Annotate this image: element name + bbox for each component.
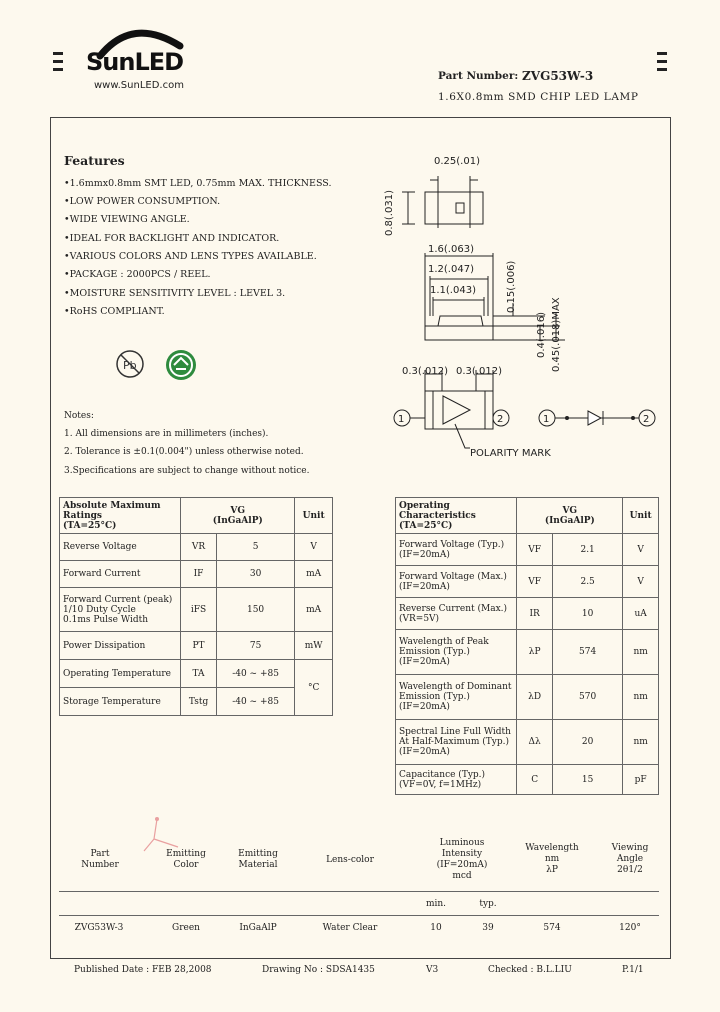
param-cell: (VF=0V, f=1MHz) — [399, 779, 482, 790]
feature-item: •WIDE VIEWING ANGLE. — [64, 214, 190, 225]
dim-label: 0.25(.01) — [434, 156, 480, 167]
unit-cell: pF — [623, 765, 659, 795]
param-cell: (IF=20mA) — [399, 581, 450, 592]
sel-part-value: ZVG53W-3 — [74, 923, 124, 933]
feature-item: •LOW POWER CONSUMPTION. — [64, 196, 221, 207]
unit-cell: mA — [295, 588, 333, 632]
brand-url: www.SunLED.com — [94, 80, 184, 91]
table-row — [60, 561, 333, 588]
value-cell: 10 — [552, 598, 622, 630]
value-cell: 75 — [216, 632, 294, 660]
param-cell: (IF=20mA) — [399, 702, 450, 712]
value-cell: 2.1 — [552, 534, 622, 566]
absolute-max-ratings-table — [59, 497, 333, 716]
polarity-mark-label: POLARITY MARK — [470, 448, 551, 459]
dim-label: 0.3(.012) — [456, 366, 502, 377]
sel-typ-value: 39 — [482, 923, 494, 933]
pin-label: 2 — [643, 414, 650, 425]
sel-header-luminous: Luminous Intensity (IF=20mA) mcd — [436, 838, 488, 881]
dim-label: 0.8(.031) — [384, 190, 395, 236]
svg-text:Pb: Pb — [123, 359, 137, 372]
table-header: Operating Characteristics — [399, 500, 476, 521]
published-date: Published Date : FEB 28,2008 — [74, 965, 212, 975]
symbol-cell: Tstg — [181, 688, 217, 716]
dim-label: 1.6(.063) — [428, 244, 474, 255]
note-item: 2. Tolerance is ±0.1(0.004") unless otherwise noted. — [64, 447, 304, 457]
table-row — [396, 720, 659, 765]
param-cell: Wavelength of Dominant — [399, 682, 512, 692]
sel-header-part: Part Number — [81, 849, 119, 870]
brand-logo: SunLED — [86, 48, 184, 76]
symbol-cell: λP — [517, 630, 553, 675]
unit-cell: V — [623, 566, 659, 598]
sel-material-value: InGaAlP — [239, 923, 277, 933]
sel-header-material: Emitting Material — [238, 849, 278, 870]
feature-item: •VARIOUS COLORS AND LENS TYPES AVAILABLE. — [64, 251, 317, 262]
param-cell: (IF=20mA) — [399, 747, 450, 757]
value-cell: -40 ~ +85 — [216, 660, 294, 688]
value-cell: 30 — [216, 561, 294, 588]
param-cell: 1/10 Duty Cycle — [63, 604, 136, 615]
table-header: Unit — [295, 498, 333, 534]
corner-mark — [657, 68, 667, 71]
table-row — [60, 660, 333, 688]
sel-typ-label: typ. — [479, 899, 497, 909]
param-cell: Reverse Current (Max.) — [399, 603, 508, 614]
value-cell: 5 — [216, 534, 294, 561]
notes-title: Notes: — [64, 411, 94, 421]
version: V3 — [426, 965, 439, 975]
sel-angle-value: 120° — [619, 923, 641, 933]
symbol-cell: TA — [181, 660, 217, 688]
symbol-cell: iFS — [181, 588, 217, 632]
sel-header-color: Emitting Color — [166, 849, 206, 870]
note-item: 3.Specifications are subject to change without notice. — [64, 466, 310, 476]
corner-mark — [53, 52, 63, 55]
table-header: Unit — [623, 498, 659, 534]
dim-label: 1.1(.043) — [430, 285, 476, 296]
unit-cell: uA — [623, 598, 659, 630]
table-row — [396, 598, 659, 630]
param-cell: (IF=20mA) — [399, 657, 450, 667]
rohs-recycle-icon — [164, 348, 198, 382]
table-row — [60, 588, 333, 632]
unit-cell: nm — [623, 675, 659, 720]
table-row — [60, 688, 333, 716]
table-header: VG — [562, 505, 578, 516]
symbol-cell: PT — [181, 632, 217, 660]
sel-color-value: Green — [172, 923, 200, 933]
param-cell: Capacitance (Typ.) — [399, 769, 486, 780]
dim-label: 0.15(.006) — [506, 260, 517, 313]
package-dimension-diagram — [370, 148, 660, 468]
value-cell: 20 — [552, 720, 622, 765]
table-header: Absolute Maximum Ratings — [63, 500, 161, 521]
table-header: VG — [230, 505, 246, 516]
table-header: (InGaAlP) — [544, 515, 595, 526]
param-cell: At Half-Maximum (Typ.) — [399, 737, 509, 747]
param-cell: Forward Voltage (Typ.) — [399, 539, 505, 550]
value-cell: 15 — [552, 765, 622, 795]
symbol-cell: C — [517, 765, 553, 795]
drawing-number: Drawing No : SDSA1435 — [262, 965, 375, 975]
product-subtitle: 1.6X0.8mm SMD CHIP LED LAMP — [438, 91, 639, 103]
unit-cell: mA — [295, 561, 333, 588]
sel-header-angle: Viewing Angle 2θ1/2 — [611, 843, 649, 875]
param-cell: 0.1ms Pulse Width — [63, 614, 149, 625]
value-cell: 2.5 — [552, 566, 622, 598]
part-number-value: ZVG53W-3 — [522, 69, 594, 83]
note-item: 1. All dimensions are in millimeters (inches). — [64, 429, 269, 439]
dim-label: 0.3(.012) — [402, 366, 448, 377]
param-cell: Power Dissipation — [60, 632, 181, 660]
table-header: (InGaAlP) — [212, 515, 263, 526]
symbol-cell: λD — [517, 675, 553, 720]
param-cell: Wavelength of Peak — [399, 637, 489, 647]
table-row — [396, 566, 659, 598]
unit-cell: mW — [295, 632, 333, 660]
unit-cell: nm — [623, 720, 659, 765]
corner-mark — [53, 68, 63, 71]
sel-wave-value: 574 — [543, 923, 561, 933]
unit-cell: V — [623, 534, 659, 566]
param-cell: Storage Temperature — [60, 688, 181, 716]
value-cell: -40 ~ +85 — [216, 688, 294, 716]
part-number-label: Part Number: — [438, 70, 519, 82]
table-row — [60, 632, 333, 660]
sel-header-wavelength: Wavelength nm λP — [525, 843, 579, 875]
feature-item: •MOISTURE SENSITIVITY LEVEL : LEVEL 3. — [64, 288, 286, 299]
pin-label: 1 — [543, 414, 550, 425]
table-row — [396, 534, 659, 566]
symbol-cell: IF — [181, 561, 217, 588]
unit-cell: nm — [623, 630, 659, 675]
feature-item: •IDEAL FOR BACKLIGHT AND INDICATOR. — [64, 233, 280, 244]
sel-lens-value: Water Clear — [322, 923, 378, 933]
param-cell: Forward Current — [60, 561, 181, 588]
page-number: P.1/1 — [622, 965, 644, 975]
symbol-cell: IR — [517, 598, 553, 630]
sel-min-label: min. — [425, 899, 447, 909]
divider — [59, 915, 659, 916]
operating-characteristics-table — [395, 497, 659, 795]
feature-item: •1.6mmx0.8mm SMT LED, 0.75mm MAX. THICKNESS. — [64, 178, 332, 189]
table-row — [396, 675, 659, 720]
unit-cell: °C — [295, 660, 333, 716]
dim-label: 0.4(.016) — [536, 312, 547, 358]
symbol-cell: VF — [517, 534, 553, 566]
pin-label: 1 — [398, 414, 405, 425]
param-cell: Spectral Line Full Width — [399, 727, 511, 737]
param-cell: Forward Current (peak) — [63, 594, 173, 605]
unit-cell: V — [295, 534, 333, 561]
param-cell: Operating Temperature — [60, 660, 181, 688]
checked-by: Checked : B.L.LIU — [488, 965, 572, 975]
param-cell: (VR=5V) — [399, 613, 440, 624]
feature-item: •PACKAGE : 2000PCS / REEL. — [64, 269, 211, 280]
table-header: (TA=25°C) — [399, 520, 453, 531]
param-cell: Reverse Voltage — [60, 534, 181, 561]
sel-header-lens: Lens-color — [326, 855, 374, 865]
corner-mark — [657, 60, 667, 63]
value-cell: 150 — [216, 588, 294, 632]
param-cell: (IF=20mA) — [399, 549, 450, 560]
param-cell: Emission (Typ.) — [399, 692, 470, 702]
table-row — [60, 534, 333, 561]
table-row — [396, 630, 659, 675]
corner-mark — [657, 52, 667, 55]
corner-mark — [53, 60, 63, 63]
feature-item: •RoHS COMPLIANT. — [64, 306, 165, 317]
divider — [59, 891, 659, 892]
symbol-cell: Δλ — [517, 720, 553, 765]
features-title: Features — [64, 153, 125, 168]
value-cell: 574 — [552, 630, 622, 675]
symbol-cell: VR — [181, 534, 217, 561]
param-cell: Forward Voltage (Max.) — [399, 571, 507, 582]
pb-free-icon — [113, 347, 147, 381]
dim-label: 0.45(.018)MAX — [551, 297, 562, 372]
param-cell: Emission (Typ.) — [399, 647, 470, 657]
value-cell: 570 — [552, 675, 622, 720]
sel-min-value: 10 — [430, 923, 442, 933]
table-row — [396, 765, 659, 795]
table-header: (TA=25°C) — [63, 520, 117, 531]
pin-label: 2 — [497, 414, 504, 425]
symbol-cell: VF — [517, 566, 553, 598]
dim-label: 1.2(.047) — [428, 264, 474, 275]
